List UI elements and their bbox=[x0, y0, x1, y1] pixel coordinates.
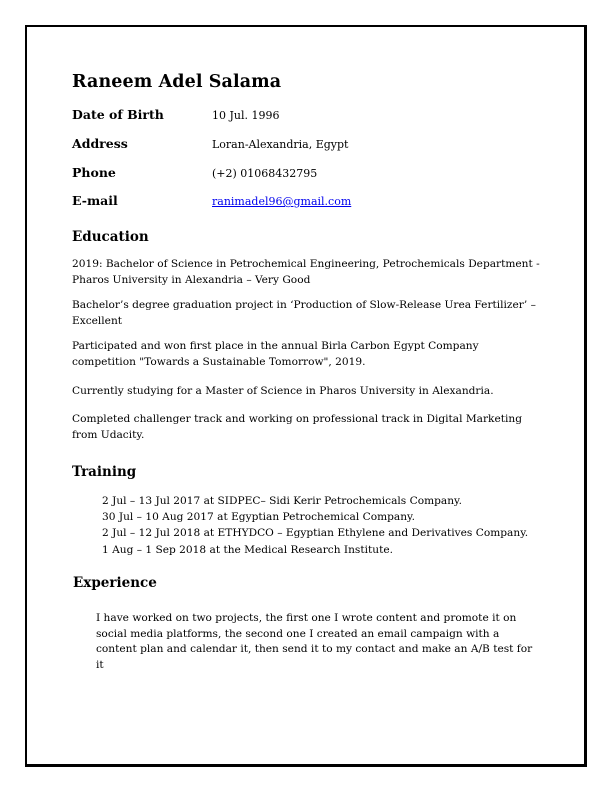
experience-text: I have worked on two projects, the first one I wrote content and promote it on social media platforms, the second one I created an email campaign with a content plan and calendar it, then send it to my contact and make an A/B test for it bbox=[96, 612, 533, 671]
address-label: Address bbox=[72, 136, 128, 151]
education-item: 2019: Bachelor of Science in Petrochemical Engineering, Petrochemicals Department - Pharos University in Alexandria – Very Good bbox=[72, 258, 540, 286]
education-item: Currently studying for a Master of Science in Pharos University in Alexandria. bbox=[72, 385, 494, 397]
training-item: 1 Aug – 1 Sep 2018 at the Medical Research Institute. bbox=[102, 543, 393, 556]
person-name: Raneem Adel Salama bbox=[72, 72, 282, 92]
education-item: Bachelor’s degree graduation project in ‘Production of Slow-Release Urea Fertilizer’ – Excellent bbox=[72, 299, 536, 327]
email-link[interactable]: ranimadel96@gmail.com bbox=[212, 195, 352, 208]
dob-label: Date of Birth bbox=[72, 107, 164, 122]
education-item: Completed challenger track and working on professional track in Digital Marketing from Udacity. bbox=[72, 413, 522, 441]
experience-heading: Experience bbox=[73, 575, 157, 591]
address-value: Loran-Alexandria, Egypt bbox=[212, 138, 349, 151]
training-item: 2 Jul – 12 Jul 2018 at ETHYDCO – Egyptian Ethylene and Derivatives Company. bbox=[102, 527, 529, 540]
email-value bbox=[212, 195, 351, 208]
training-list bbox=[102, 493, 528, 558]
email-label: E-mail bbox=[72, 193, 118, 208]
education-heading: Education bbox=[72, 229, 149, 245]
phone-value: (+2) 01068432795 bbox=[212, 167, 318, 180]
dob-value: 10 Jul. 1996 bbox=[212, 109, 280, 122]
training-heading: Training bbox=[72, 464, 137, 480]
phone-label: Phone bbox=[72, 165, 116, 180]
education-item: Participated and won first place in the annual Birla Carbon Egypt Company competition "Towards a Sustainable Tomorrow", 2019. bbox=[72, 340, 479, 368]
training-item: 2 Jul – 13 Jul 2017 at SIDPEC– Sidi Kerir Petrochemicals Company. bbox=[102, 495, 462, 507]
training-item: 30 Jul – 10 Aug 2017 at Egyptian Petrochemical Company. bbox=[102, 511, 415, 524]
